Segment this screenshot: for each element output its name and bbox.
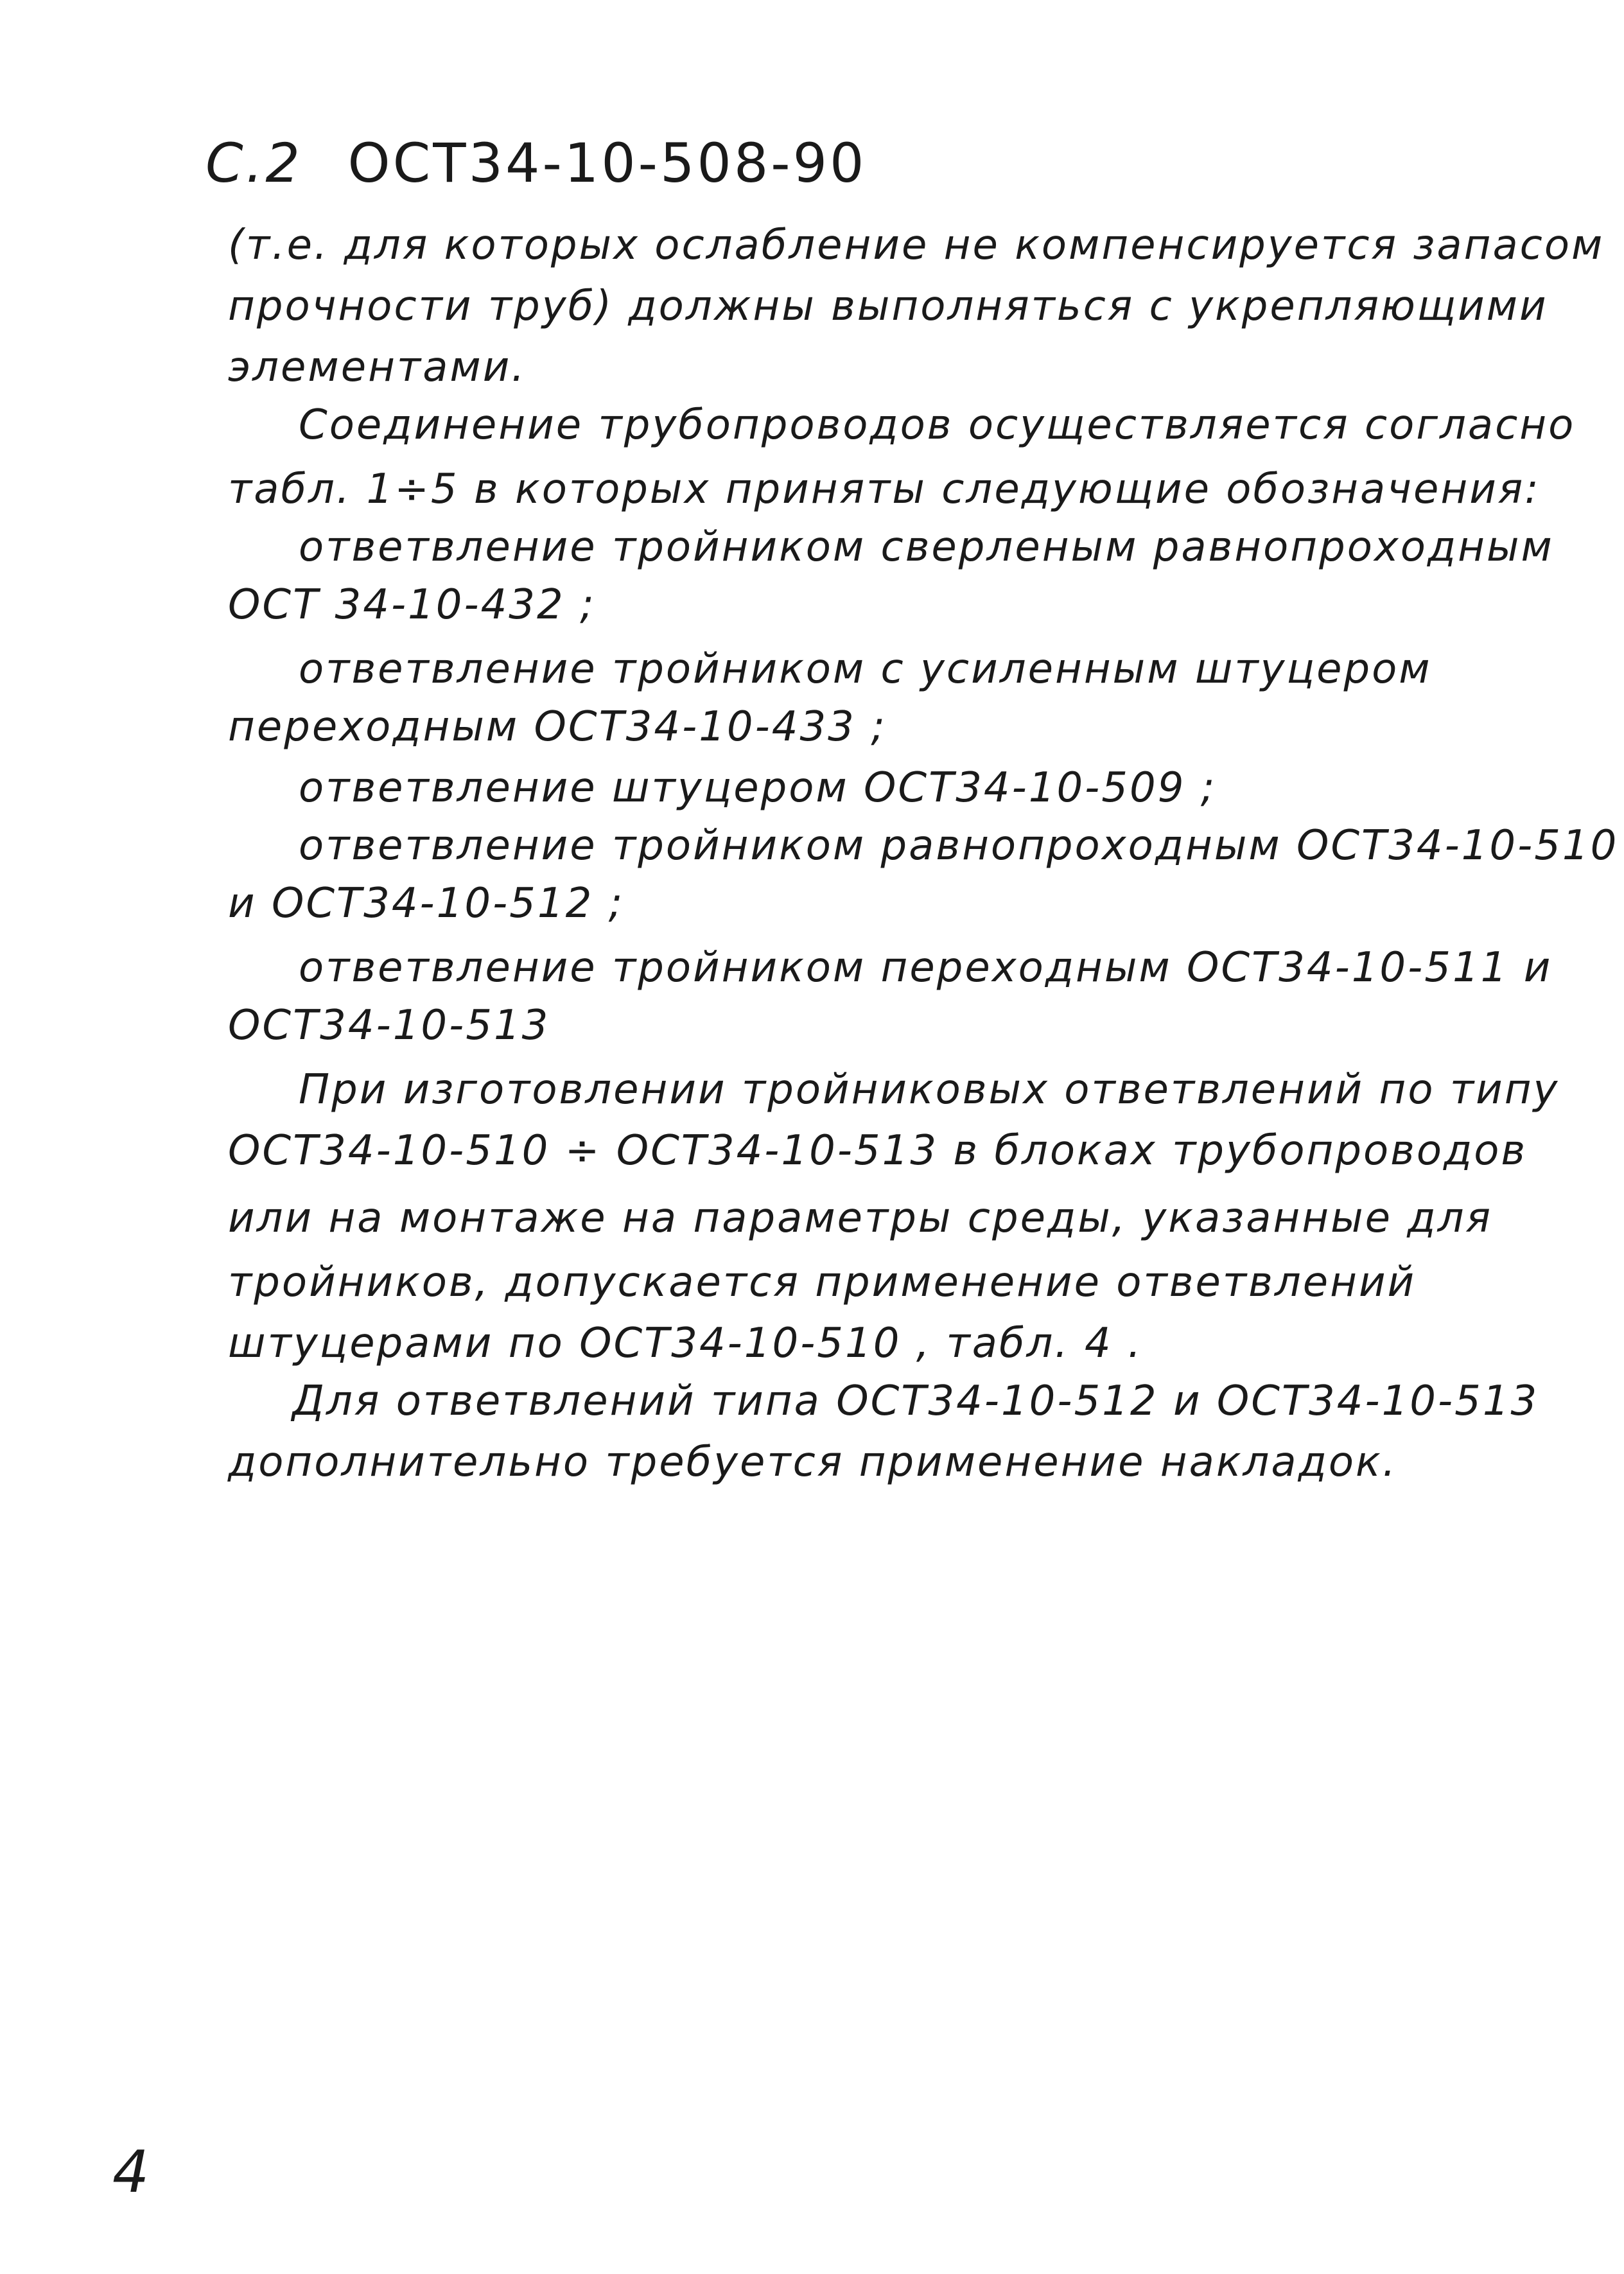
text-line: Соединение трубопроводов осуществляется согласно [299, 401, 1576, 449]
text-line: и ОСТ34-10-512 ; [228, 880, 625, 927]
text-line: ответвление тройником равнопроходным ОСТ34-10-510 [299, 822, 1619, 870]
text-line: ответвление штуцером ОСТ34-10-509 ; [299, 764, 1217, 812]
text-line: (т.е. для которых ослабление не компенсируется запасом [228, 222, 1605, 269]
text-line: ответвление тройником с усиленным штуцером [299, 645, 1432, 693]
text-line: табл. 1÷5 в которых приняты следующие обозначения: [228, 466, 1541, 513]
document-code: ОСТ34-10-508-90 [347, 132, 867, 195]
text-line: При изготовлении тройниковых ответвлений по типу [299, 1066, 1560, 1114]
text-line: Для ответвлений типа ОСТ34-10-512 и ОСТ34-10-513 [292, 1378, 1539, 1425]
text-line: ОСТ34-10-513 [228, 1002, 550, 1049]
text-line: прочности труб) должны выполняться с укрепляющими [228, 283, 1548, 330]
text-line: ответвление тройником сверленым равнопроходным [299, 523, 1554, 571]
text-line: ответвление тройником переходным ОСТ34-10-511 и [299, 944, 1553, 992]
text-line: или на монтаже на параметры среды, указанные для [228, 1194, 1492, 1242]
page-header [205, 132, 867, 195]
page-number: 4 [112, 2138, 150, 2206]
text-line: тройников, допускается применение ответвлений [228, 1259, 1417, 1306]
text-line: ОСТ 34-10-432 ; [228, 581, 596, 629]
text-line: ОСТ34-10-510 ÷ ОСТ34-10-513 в блоках трубопроводов [228, 1127, 1528, 1175]
page-reference: С.2 [205, 132, 302, 195]
text-line: переходным ОСТ34-10-433 ; [228, 703, 887, 751]
text-line: элементами. [228, 344, 527, 391]
text-line: дополнительно требуется применение накладок. [228, 1439, 1398, 1486]
text-line: штуцерами по ОСТ34-10-510 , табл. 4 . [228, 1320, 1143, 1367]
